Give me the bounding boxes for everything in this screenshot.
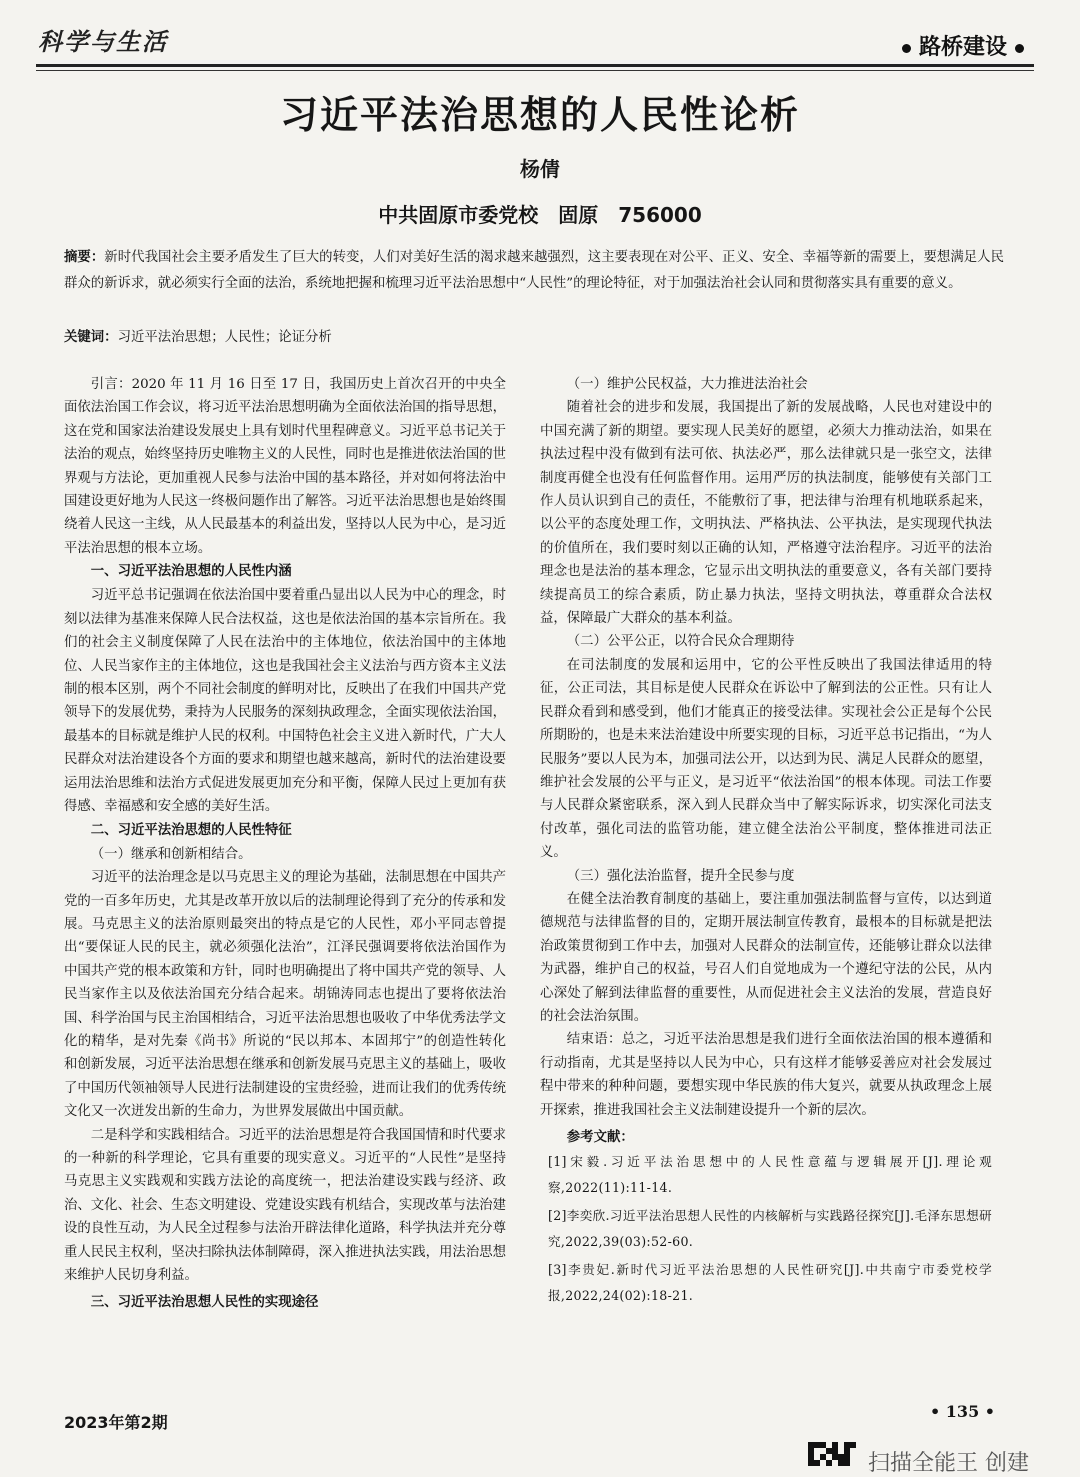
body-paragraph: 在健全法治教育制度的基础上，要注重加强法制监督与宣传，以达到道德规范与法律监督的目的，定期开展法制宣传教育，最根本的目标就是把法治政策贯彻到工作中去，加强对人民群众的法制宣传，还能够让群众以法律为武器，维护自己的权益，号召人们自觉地成为一个遵纪守法的公民，从内心深处了解到法律监督的重要性，从而促进社会主义法治的发展，营造良好的社会法治氛围。 — [540, 891, 992, 1024]
section-label: 路桥建设 — [918, 35, 1007, 60]
keywords-text: 习近平法治思想；人民性；论证分析 — [117, 330, 332, 345]
body-paragraph: 随着社会的进步和发展，我国提出了新的发展战略，人民也对建设中的中国充满了新的期望。要实现人民美好的愿望，必须大力推动法治，如果在执法过程中没有做到有法可依、执法必严，那么法律就只是一张空文，法律制度再健全也没有任何监督作用。运用严厉的执法制度，能够使有关部门工作人员认识到自己的责任，不能敷衍了事，把法律与治理有机地联系起来，以公平的态度处理工作，文明执法、严格执法、公平执法，是实现现代执法的价值所在，我们要时刻以正确的认知，严格遵守法治程序。习近平的法治理念也是法治的基本理念，它显示出文明执法的重要意义，各有关部门要持续提高员工的综合素质，防止暴力执法，坚持文明执法，尊重群众合法权益，保障最广大群众的基本利益。 — [540, 400, 992, 627]
references-title: 参考文献： — [566, 1130, 634, 1145]
reference-item: [3]李贵妃.新时代习近平法治思想的人民性研究[J].中共南宁市委党校学报,2022,24(02):18-21. — [548, 1262, 992, 1304]
header-rule — [36, 64, 1034, 67]
body-paragraph: 在司法制度的发展和运用中，它的公平性反映出了我国法律适用的特征，公正司法，其目标是使人民群众在诉讼中了解到法的公正性。只有让人民群众看到和感受到，他们才能真正的接受法律。实现社会公正是每个公民所期盼的，也是未来法治建设中所要实现的目标，习近平总书记指出，“为人民服务”要以人民为本，加强司法公开，以达到为民、满足人民群众的愿望，维护社会发展的公平与正义，是习近平“依法治国”的根本体现。司法工作要与人民群众紧密联系，深入到人民群众当中了解实际诉求，切实深化司法支付改革，强化司法的监管功能，建立健全法治公平制度，整体推进司法正义。 — [540, 657, 992, 861]
scanner-watermark: 扫描全能王 创建 — [868, 1451, 1029, 1476]
bullet-icon — [902, 44, 911, 53]
keywords-label: 关键词： — [64, 330, 118, 345]
reference-item: [1]宋毅.习近平法治思想中的人民性意蕴与逻辑展开[J].理论观察,2022(11):11-14. — [548, 1154, 992, 1196]
body-paragraph: 习近平总书记强调在依法治国中要着重凸显出以人民为中心的理念，时刻以法律为基准来保障人民合法权益，这也是依法治国的基本宗旨所在。我们的社会主义制度保障了人民在法治中的主体地位，依法治国中的主体地位、人民当家作主的主体地位，这也是我国社会主义法治与西方资本主义法制的根本区别，两个不同社会制度的鲜明对比，反映出了在我们中国共产党领导下的发展优势，秉持为人民服务的深刻执政理念，全面实现依法治国，最基本的目标就是维护人民的权利。中国特色社会主义进入新时代，广大人民群众对法治建设各个方面的要求和期望也越来越高，新时代的法治建设要运用法治思维和法治方式促进发展更加充分和平衡，保障人民过上更加有获得感、幸福感和安全感的美好生活。 — [64, 588, 506, 815]
left-column — [64, 373, 506, 1316]
issue-label: 2023年第2期 — [64, 1413, 168, 1432]
abstract-label: 摘要： — [64, 250, 105, 265]
subsection-heading: （三）强化法治监督，提升全民参与度 — [566, 868, 795, 884]
conclusion-paragraph: 结束语：总之，习近平法治思想是我们进行全面依法治国的根本遵循和行动指南，尤其是坚持以人民为中心，只有这样才能够妥善应对社会发展过程中带来的种种问题，要想实现中华民族的伟大复兴，就要从执政理念上展开探索，推进我国社会主义法制建设提升一个新的层次。 — [540, 1032, 992, 1118]
abstract-text: 新时代我国社会主要矛盾发生了巨大的转变，人们对美好生活的渴求越来越强烈，这主要表现在对公平、正义、安全、幸福等新的需要上，要想满足人民群众的新诉求，就必须实行全面的法治，系统地把握和梳理习近平法治思想中“人民性”的理论特征，对于加强法治社会认同和贯彻落实具有重要的意义。 — [64, 250, 1005, 291]
header-rule-thin — [36, 70, 1034, 71]
section-heading: 一、习近平法治思想的人民性内涵 — [90, 564, 292, 580]
subsection-heading: （一）继承和创新相结合。 — [90, 846, 252, 862]
intro-paragraph: 引言：2020 年 11 月 16 日至 17 日，我国历史上首次召开的中央全面依法治国工作会议，将习近平法治思想明确为全面依法治国的指导思想，这在党和国家法治建设发展史上具有划时代里程碑意义。习近平总书记关于法治的观点，始终坚持历史唯物主义的人民性，同时也是推进依法治国的世界观与方法论，更加重视人民参与法治中国的基本路径，并对如何将法治中国建设更好地为人民这一终极问题作出了解答。习近平法治思想也是始终围绕着人民这一主线，从人民最基本的利益出发，坚持以人民为中心，是习近平法治思想的根本立场。 — [64, 377, 506, 556]
bullet-icon — [1015, 44, 1024, 53]
body-paragraph: 二是科学和实践相结合。习近平的法治思想是符合我国国情和时代要求的一种新的科学理论，它具有重要的现实意义。习近平的“人民性”是坚持马克思主义实践观和实践方法论的高度统一，把法治建设实践与经济、政治、文化、社会、生态文明建设、党建设实践有机结合，实现改革与法治建设的良性互动，为人民全过程参与法治开辟法律化道路，科学执法并充分尊重人民民主权利，坚决扫除执法体制障碍，深入推进执法实践，用法治思想来维护人民切身利益。 — [64, 1127, 506, 1284]
article-author: 杨倩 — [520, 157, 560, 181]
article-title: 习近平法治思想的人民性论析 — [279, 92, 800, 137]
right-column — [540, 373, 992, 1309]
body-paragraph: 习近平的法治理念是以马克思主义的理论为基础，法制思想在中国共产党的一百多年历史，尤其是改革开放以后的法制理论得到了充分的传承和发展。马克思主义的法治原则最突出的特点是它的人民性，邓小平同志曾提出“要保证人民的民主，就必须强化法治”，江泽民强调要将依法治国作为中国共产党的根本政策和方针，同时也明确提出了将中国共产党的领导、人民当家作主以及依法治国充分结合起来。胡锦涛同志也提出了要将依法治国、科学治国与民主治国相结合，习近平法治思想也吸收了中华优秀法学文化的精华，是对先秦《尚书》所说的“民以邦本、本固邦宁”的创造性转化和创新发展，习近平法治思想在继承和创新发展马克思主义的基础上，吸收了中国历代领袖领导人民进行法制建设的宝贵经验，进而让我们的优秀传统文化又一次迸发出新的生命力，为世界发展做出中国贡献。 — [64, 870, 506, 1120]
section-tag — [894, 30, 1032, 61]
journal-name: 科学与生活 — [38, 27, 168, 56]
subsection-heading: （一）维护公民权益，大力推进法治社会 — [566, 377, 808, 392]
page-number: • 135 • — [930, 1402, 995, 1421]
reference-item: [2]李奕欣.习近平法治思想人民性的内核解析与实践路径探究[J].毛泽东思想研究,2022,39(03):52-60. — [548, 1208, 992, 1250]
author-affiliation: 中共固原市委党校 固原 756000 — [378, 203, 702, 227]
section-heading: 三、习近平法治思想人民性的实现途径 — [90, 1295, 319, 1311]
subsection-heading: （二）公平公正，以符合民众合理期待 — [566, 634, 795, 650]
keywords — [64, 326, 332, 345]
qr-code-icon — [808, 1442, 860, 1466]
section-heading: 二、习近平法治思想的人民性特征 — [90, 822, 292, 838]
abstract — [64, 245, 1004, 297]
